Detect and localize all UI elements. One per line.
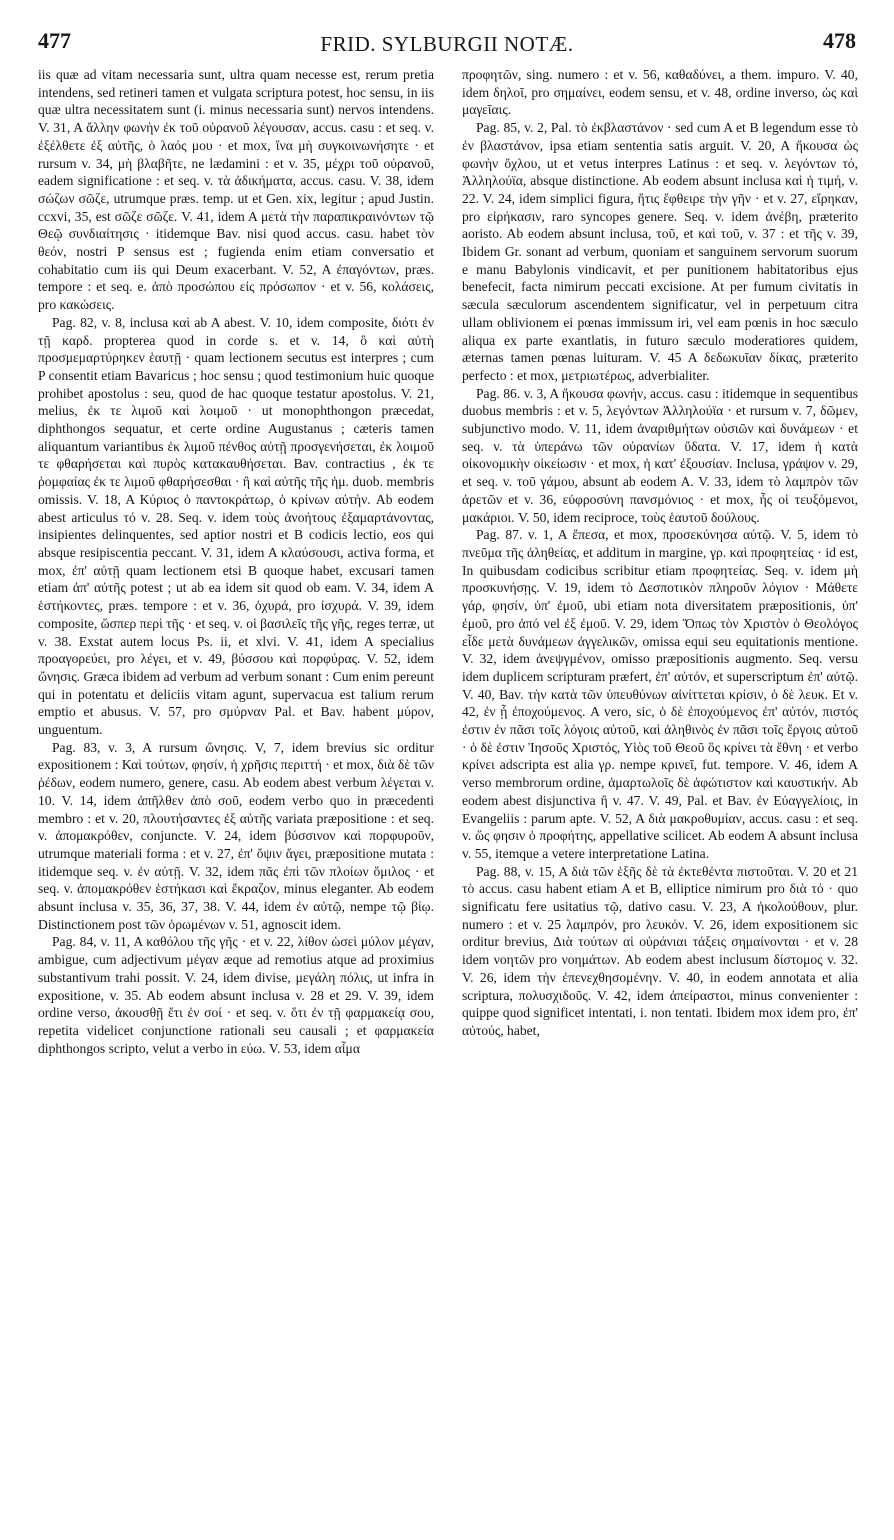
paragraph: Pag. 82, v. 8, inclusa καὶ ab A abest. V. 10, idem composite, διότι ἐν τῇ καρδ. propterea quod in corde s. et v. 14, ὃ καὶ αὐτὴ προσμεμαρτύρηκεν ἑαυτῇ · quam lectionem secutus est interpres ; cum P consentit etiam Bavaricus ; hoc sensu ; quod testimonium huic quoque prohibet apostolus : seu, quod de hac quoque testatur apostolus. V. 21, melius, ἐκ τε λιμοῦ καὶ λοιμοῦ · ut monophthongon præcedat, diphthongos sequatur, et certe ordine Augustanus ; cæteris tamen aliquantum variantibus ἐκ λιμοῦ πένθος αὐτῇ προσγενήσεται, ἐκ λοιμοῦ τε φθαρήσεται καὶ πυρὸς κατακαυθήσεται. Bav. contractius , ἐκ τε ῥομφαίας ἐκ τε λιμοῦ φθαρήσεσθαι · ἢ καὶ αὐτῆς τῆς ἡμ. duob. membris omissis. V. 18, A Κύριος ὁ παντοκράτωρ, ὁ κρίνων αὐτήν. Ab eodem abest articulus τό v. 28. Seq. v. idem τοὺς ἀνοήτους ἐξαμαρτάνοντας, insipientes delinquentes, sed aptior nostri et B codicis lectio, eos qui absque resipiscentia peccant. V. 31, idem A κλαύσουσι, activa forma, et mox, ἐπ' αὐτῇ quam lectionem etsi B quoque habet, excusari tamen etiam ἀπ' αὐτῆς potest ; ut ab ea idem sit quod ob eam. V. 34, idem A ἑστήκοντες, præs. tempore : et v. 36, ὀχυρά, pro ἰσχυρά. V. 39, idem composite, ὥσπερ περὶ τῆς · et seq. v. οἱ βασιλεῖς τῆς γῆς, reges terræ, ut v. 38. Exstat autem locus Ps. ii, et xlvi. V. 41, idem A specialius προαγορεύει, pro λέγει, et v. 49, βύσσου καὶ πορφύρας. V. 52, idem ὤνησις. Græca ibidem ad verbum ad verbum sonant : Cum enim pereunt qui in potentatu et deliciis vitam agunt, supervacua est talium rerum emptio et abusus. V. 57, pro σμύρναν Pal. et Bav. habent μύρον, unguentum. xyxy=(38,314,434,738)
paragraph: Pag. 88, v. 15, A διὰ τῶν ἑξῆς δὲ τὰ ἐκτεθέντα πιστοῦται. V. 20 et 21 τὸ accus. casu habent etiam A et B, elliptice nimirum pro διὰ τό · quo significatu fere usitatius τῷ, dativo casu. V. 23, A ἠκολούθουν, plur. numero : et v. 25 λαμπρόν, pro λευκόν. V. 26, idem expositionem sic orditur brevius, Διὰ τούτων αἱ οὐράνιαι τάξεις σημαίνονται · et v. 28 idem νοητῶν pro νοημάτων. Ab eodem abest inclusum δίστομος v. 32. V. 26, idem τὴν ἐπενεχθησομένην. V. 40, in eodem annotata et alia scriptura, πολυσχιδοῦς. V. 42, idem ἀπείραστοι, minus convenienter : quippe quod significet intentati, i. non tentati. Ibidem mox idem pro, ἐπ' αὐτούς, habet, xyxy=(462,863,858,1038)
page-number-right: 478 xyxy=(823,28,856,53)
page-header xyxy=(38,28,856,64)
page-number-left: 477 xyxy=(38,28,71,53)
paragraph: iis quæ ad vitam necessaria sunt, ultra quam necesse est, rerum pretia intendens, sed retineri tamen et vulgata scriptura potest, hoc sensu, in iis quæ ultra necessitatem sunt (i. minus necessaria sunt) nervos intendens. V. 31, A ἄλλην φωνὴν ἐκ τοῦ οὐρανοῦ λέγουσαν, accus. casu : et seq. v. ἐξέλθετε ἐξ αὐτῆς, ὁ λαός μου · et mox, ἵνα μὴ συγκοινωνήσητε · et rursum v. 34, μὴ βλαβῆτε, ne lædamini : et v. 35, μέχρι τοῦ οὐρανοῦ, eadem significatione : et seq. v. τὰ ἀδικήματα, accus. casu. V. 38, idem σώζων σῶζε, utrumque præs. temp. ut et Gen. xix, legitur ; apud Justin. ccxvi, 35, est σῶζε σῶζε. V. 41, idem A μετὰ τὴν παραπικραινόντων τῷ Θεῷ συνδιαίτησις · itidemque Bav. nisi quod accus. casu. habet τὸν θεόν, nostri P sensus est ; fugienda enim etiam conversatio et cohabitatio cum iis qui Deum exacerbant. V. 52, A ἐπαγόντων, præs. tempore : et seq. e. ἀπὸ προσώπου εἰς πρόσωπον · et v. 56, κολάσεις, pro κακώσεις. xyxy=(38,67,434,313)
paragraph: Pag. 83, v. 3, A rursum ὤνησις. V, 7, idem brevius sic orditur expositionem : Καὶ τούτων, φησίν, ἡ χρῆσις περιττή · et mox, διὰ δὲ τῶν ῥέδων, eodem numero, genere, casu. Ab eodem abest verbum λέγεται v. 10. V. 14, idem ἀπῆλθεν ἀπὸ σοῦ, eodem verbo quo in præcedenti membro : et v. 20, πλουτήσαντες ἐξ αὐτῆς variata præpositione : et seq. v. ἀπομακρόθεν, conjuncte. V. 24, idem βύσσινον καὶ πορφυροῦν, utrumque materiali forma : et v. 27, ἐπ' ὄψιν ἄγει, præpositione mutata : itidemque seq. v. ἐν αὐτῇ. V. 32, idem πᾶς ἐπὶ τῶν πλοίων ὅμιλος · et seq. v. ἀπομακρόθεν ἑστήκασι καὶ ἔκραζον, minus eleganter. Ab eodem absunt inclusa v. 35, 36, 37, 38. V. 44, idem ἐν αὐτῷ, nempe τῷ βίῳ. Distinctionem post τῶν ὁρωμένων v. 51, agnoscit idem. xyxy=(38,739,434,932)
paragraph: Pag. 87. v. 1, A ἔπεσα, et mox, προσεκύνησα αὐτῷ. V. 5, idem τὸ πνεῦμα τῆς ἀληθείας, et additum in margine, γρ. καὶ προφητείας · id est, In quibusdam codicibus scribitur etiam προφητείας. Seq. v. idem μὴ προσκυνήσῃς. V. 19, idem τὸ Δεσποτικὸν πληροῦν λόγιον · Μάθετε γάρ, φησίν, ὑπ' ἐμοῦ, ubi etiam nota diversitatem præpositionis, ὑπ' ἐμοῦ, pro ἀπό vel ἐξ ἐμοῦ. V. 29, idem Ὅπως τὸν Χριστὸν ὁ Θεολόγος εἶδε μετὰ δυνάμεων ἀγγελικῶν, omissa equi seu equitationis mentione. V. 32, idem ἀνεψγμένον, omisso præpositionis augmento. Seq. versu idem duplicem scripturam præfert, ἐπ' αὐτόν, et superscriptum ἐπ' αὐτῷ. V. 40, Bav. τὴν κατὰ τῶν ὑπευθύνων αἰνίττεται κρίσιν, ὁ δὲ λευκ. Et v. 42, ἐν ᾗ ἐποχούμενος. A vero, sic, ὁ δὲ ἐποχούμενος ἐπ' αὐτόν, πιστός ἐστιν ἐν πᾶσι τοῖς λόγοις αὐτοῦ, καὶ ἀληθινὸς ἐν πᾶσι τοῖς ἔργοις αὐτοῦ · ὁ δὲ ἐστιν Ἰησοῦς Χριστός, Υἱὸς τοῦ Θεοῦ ὃς κρίνει τὰ ἔθνη · et verbo κρίνει adscripta est alia γρ. nempe κρινεῖ, fut. tempore. V. 46, idem A verso membrorum ordine, ἁμαρτωλοῖς δὲ ἀφώτιστον καὶ καυστικήν. Ab eodem abest disjunctiva ἢ v. 47. V. 49, Pal. et Bav. ἐν Εὐαγγελίοις, in Evangeliis : parum apte. V. 52, A διὰ μακροθυμίαν, accus. casu : et seq. v. ὥς φησιν ὁ προφήτης, appellative scilicet. Ab eodem A absunt inclusa v. 55, itemque a vetere interpretatione Latina. xyxy=(462,527,858,861)
paragraph: Pag. 85, v. 2, Pal. τὸ ἐκβλαστάνον · sed cum A et B legendum esse τὸ ἐν βλαστάνον, ipsa etiam sententia satis arguit. V. 20, A ἤκουσα ὡς φωνὴν ὄχλου, ut et vetus interpres Latinus : et seq. v. λεγόντων τό, Ἀλληλούϊα, absque distinctione. Ab eodem absunt inclusa καὶ ἡ τιμή, v. 22. V. 24, idem simplici figura, ἥτις ἔφθειρε τὴν γῆν · et v. 27, εἴρηκαν, pro εἰρήκασιν, raro syncopes genere. Seq. v. idem ἀνέβη, præterito aoristo. Ab eodem absunt inclusa, τοῦ, et καὶ τοῦ, v. 37 : et τῆς v. 39, Ibidem Gr. sonant ad verbum, quoniam et sanguinem servorum suorum e manu Babylonis vindicavit, et per punitionem habitatoribus ejus benefecit, facta nimirum peccati excisione. At per fumum civitatis in sæcula sæculorum ascendentem significatur, vel in perpetuum citra ullam oblivionem ei pœnas immissum iri, vel eam pœnis in hoc sæculo aliqua ex parte exantlatis, in futuro sæculo moderatiores quidem, æternas tamen pœnas luituram. V. 45 A δεδωκυῖαν δίκας, præterito perfecto : et mox, μετριωτέρως, adverbialiter. xyxy=(462,120,858,383)
paragraph: Pag. 84, v. 11, A καθόλου τῆς γῆς · et v. 22, λίθον ὡσεὶ μύλον μέγαν, ambigue, cum adjectivum μέγαν æque ad remotius atque ad proximius substantivum trahi possit. V. 24, idem divise, μεγάλη πόλις, ut infra in expositione, v. 35. Ab eodem absunt inclusa v. 28 et 29. V. 39, idem ordine verso, ἀκουσθῇ ἔτι ἐν σοί · et seq. v. ὅτι ἐν τῇ φαρμακείᾳ σου, repetita videlicet conjunctione rationali seu causali ; et φαρμακεία diphthongos scripto, velut a verbo in εύω. V. 53, idem αἷμα xyxy=(38,934,434,1056)
left-column xyxy=(38,66,434,1526)
right-column xyxy=(462,66,858,1526)
running-title: FRID. SYLBURGII NOTÆ. xyxy=(320,32,574,56)
paragraph: προφητῶν, sing. numero : et v. 56, καθαδύνει, a them. impuro. V. 40, idem δηλοῖ, pro σημαίνει, eodem sensu, et v. 48, ordine inverso, ὡς καὶ μαγεῖαις. xyxy=(462,67,858,118)
paragraph: Pag. 86. v. 3, A ἤκουσα φωνήν, accus. casu : itidemque in sequentibus duobus membris : et v. 5, λεγόντων Ἀλληλούϊα · et rursum v. 7, δῶμεν, subjunctivo modo. V. 11, idem ἀναριθμήτων οὐσιῶν καὶ δυνάμεων · et seq. v. τὰ ὑπεράνω τῶν οὐρανίων ὕδατα. V. 17, idem ἡ κατὰ οἰκονομικὴν οἰκείωσιν · et mox, ἡ κατ' ἐξουσίαν. Inclusa, γράψον v. 29, et seq. v. τοῦ γάμου, absunt ab eodem A. V. 33, idem τὸ λαμπρὸν τῶν ἀρετῶν et v. 36, εὐφροσύνη πανσμόνιος · et mox, ἧς οἱ τευξόμενοι, μακάριοι. V. 50, idem reciproce, τοὺς ἑαυτοῦ δούλους. xyxy=(462,385,858,525)
